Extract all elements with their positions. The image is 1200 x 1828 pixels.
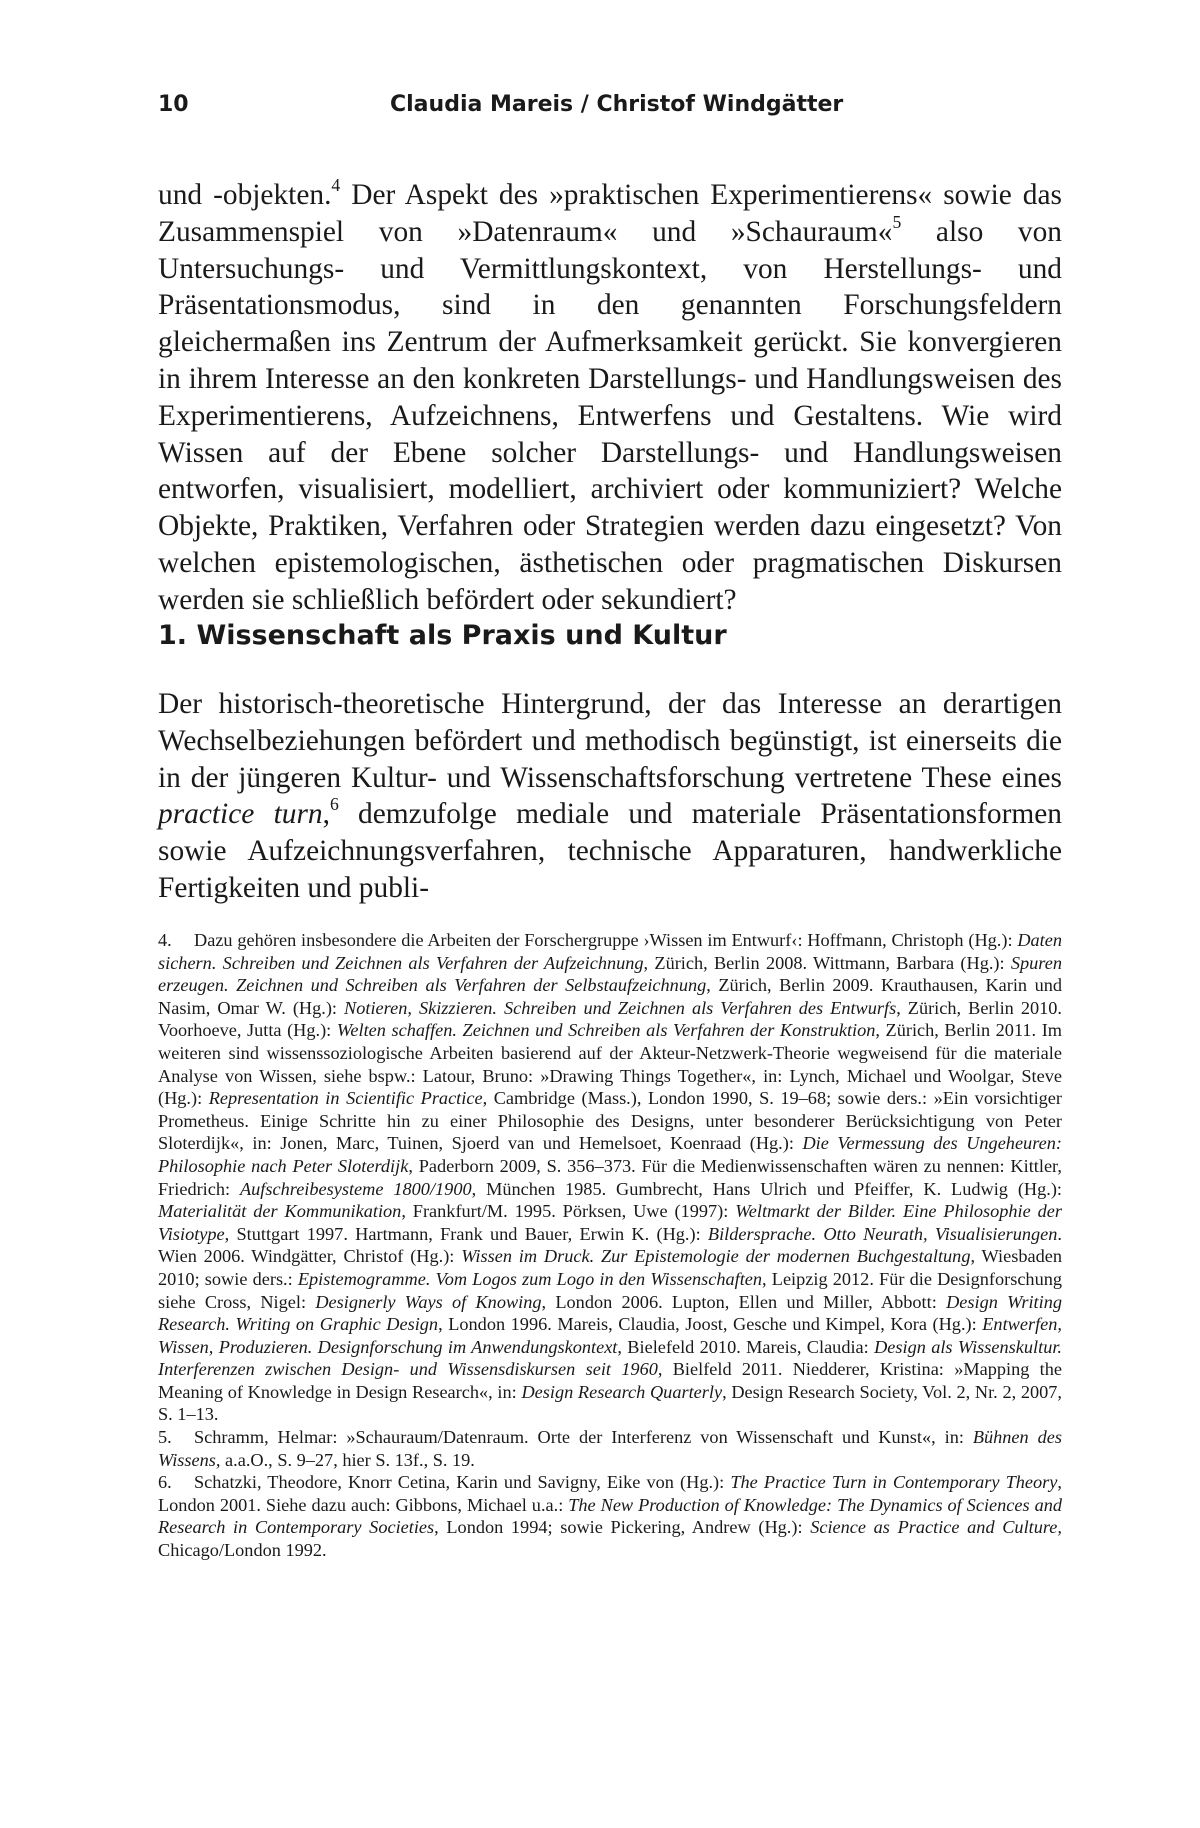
footnote-5 [158,1426,1062,1471]
footnote-title: Designerly Ways of Knowing [315,1291,542,1312]
body-text: Der Aspekt des »praktischen Experimentierens« sowie das Zusammenspiel von »Datenraum« und »Schauraum« [158,179,1062,248]
footnote-number: 5. [158,1427,172,1448]
footnote-title: Epistemogramme. Vom Logos zum Logo in den Wissenschaften [297,1268,763,1289]
footnote-title: Aufschreibesysteme 1800/1900 [240,1178,472,1199]
footnote-text: , Wiesbaden 2010; sowie ders.: [158,1246,1063,1289]
section-heading: 1. Wissenschaft als Praxis und Kultur [158,620,727,651]
footnote-text: , Cambridge (Mass.), London 1990, S. 19–68; sowie ders.: »Ein vorsichtiger Prometheus. Einige Schritte hin zu einer Philosophie des Designs, unter besonderer Berücksichtigung von Peter Sloterdijk«, in: Jonen, Marc, Tuinen, Sjoerd van und Hemelsoet, Koenraad (Hg.): [158,1088,1062,1154]
footnote-title: Spuren erzeugen. Zeichnen und Schreiben als Verfahren der Selbstaufzeichnung [158,952,1062,996]
footnote-text: , Zürich, Berlin 2008. Wittmann, Barbara (Hg.): [643,952,1011,973]
footnotes [158,929,1062,1562]
footnote-text: Dazu gehören insbesondere die Arbeiten der Forschergruppe ›Wissen im Entwurf‹: Hoffmann, Christoph (Hg.): [194,930,1018,950]
footnote-ref-5: 5 [892,211,902,232]
footnote-text: , Stuttgart 1997. Hartmann, Frank und Bauer, Erwin K. (Hg.): [224,1223,708,1244]
running-head: Claudia Mareis / Christof Windgätter [390,92,844,117]
footnote-title: Notieren, Skizzieren. Schreiben und Zeichnen als Verfahren des Entwurfs [344,997,897,1018]
footnote-title: Design Research Quarterly [521,1381,723,1402]
footnote-text: , Frankfurt/M. 1995. Pörksen, Uwe (1997): [401,1201,736,1222]
footnote-text: , London 1996. Mareis, Claudia, Joost, Gesche und Kimpel, Kora (Hg.): [438,1314,983,1335]
footnote-title: Materialität der Kommunikation [158,1201,402,1222]
footnote-title: Design Writing Research. Writing on Graphic Design [158,1291,1062,1335]
footnote-title: Entwerfen, Wissen, Produzieren. Designforschung im Anwendungskontext [158,1314,1062,1357]
footnote-text: , Bielfeld 2011. Niedderer, Kristina: »Mapping the Meaning of Knowledge in Design Research«, in: [158,1359,1062,1402]
body-text: demzufolge mediale und materiale Präsentationsformen sowie Aufzeichnungsverfahren, technische Apparaturen, handwerkliche Fertigkeiten und publi- [158,798,1063,904]
footnote-title: Representation in Scientific Practice [208,1088,483,1109]
footnote-number: 4. [158,930,172,950]
page-number: 10 [158,92,189,117]
footnote-title: Bildersprache. Otto Neurath, Visualisierungen [707,1223,1058,1244]
footnote-text: , Zürich, Berlin 2009. Krauthausen, Karin und Nasim, Omar W. (Hg.): [158,975,1062,1018]
body-text: , [322,798,330,831]
footnote-text: Schramm, Helmar: »Schauraum/Datenraum. Orte der Interferenz von Wissenschaft und Kunst«, in: [194,1427,973,1448]
footnote-title: Design als Wissenskultur. Interferenzen zwischen Design- und Wissensdiskursen seit 1960 [158,1336,1062,1380]
footnote-text: Schatzki, Theodore, Knorr Cetina, Karin und Savigny, Eike von (Hg.): [194,1472,731,1493]
footnote-ref-6: 6 [329,794,339,815]
footnote-title: Weltmarkt der Bilder. Eine Philosophie der Visiotype [158,1201,1063,1244]
body-text: also von Untersuchungs- und Vermittlungskontext, von Herstellungs- und Präsentationsmodus, sind in den genannten Forschungsfeldern gleichermaßen ins Zentrum der Aufmerksamkeit gerückt. Sie konvergieren in ihrem Interesse an den konkreten Darstellungs- und Handlungsweisen des Experimentierens, Aufzeichnens, Entwerfens und Gestaltens. Wie wird Wissen auf der Ebene solcher Darstellungs- und Handlungsweisen entworfen, visualisiert, modelliert, archiviert oder kommuniziert? Welche Objekte, Praktiken, Verfahren oder Strategien werden dazu eingesetzt? Von welchen epistemologischen, ästhetischen oder pragmatischen Diskursen werden sie schließlich befördert oder sekundiert? [158,215,1062,616]
footnote-text: , Design Research Society, Vol. 2, Nr. 2, 2007, S. 1–13. [158,1381,1062,1425]
footnote-title: Welten schaffen. Zeichnen und Schreiben als Verfahren der Konstruktion [336,1020,876,1041]
body-text: Der historisch-theoretische Hintergrund, der das Interesse an derartigen Wechselbeziehungen befördert und methodisch begünstigt, ist einerseits die in der jüngeren Kultur- und Wissenschaftsforschung vertretene These eines [158,688,1062,794]
footnote-text: , Zürich, Berlin 2011. Im weiteren sind wissenssoziologische Arbeiten basierend auf der Akteur-Netzwerk-Theorie wegweisend für die materiale Analyse von Wissen, siehe bspw.: Latour, Bruno: »Drawing Things Together«, in: Lynch, Michael und Woolgar, Steve (Hg.): [158,1020,1063,1109]
italic-term: practice turn [158,798,323,831]
footnote-number: 6. [158,1472,172,1493]
footnote-text: , München 1985. Gumbrecht, Hans Ulrich und Pfeiffer, K. Ludwig (Hg.): [471,1178,1062,1199]
body-paragraph-1 [158,174,1062,619]
footnote-text: , London 2001. Siehe dazu auch: Gibbons, Michael u.a.: [158,1472,1062,1515]
footnote-ref-4: 4 [331,174,341,195]
footnote-text: , Zürich, Berlin 2010. Voorhoeve, Jutta (Hg.): [158,997,1062,1041]
footnote-text: , Leipzig 2012. Für die Designforschung siehe Cross, Nigel: [158,1268,1062,1312]
footnote-title: Wissen im Druck. Zur Epistemologie der modernen Buchgestaltung [461,1246,971,1267]
footnote-text: , London 1994; sowie Pickering, Andrew (Hg.): [434,1517,811,1538]
footnote-4 [158,929,1062,1426]
footnote-text: Chicago/London 1992. [158,1540,327,1561]
footnote-text: , London 2006. Lupton, Ellen und Miller, Abbott: [541,1291,947,1312]
page-header [158,92,1062,122]
footnote-title: Daten sichern. Schreiben und Zeichnen als Verfahren der Aufzeichnung [158,930,1062,973]
footnote-text: , Bielefeld 2010. Mareis, Claudia: [617,1336,875,1357]
footnote-title: The New Production of Knowledge: The Dynamics of Sciences and Research in Contemporary Societies [158,1494,1062,1538]
footnote-title: The Practice Turn in Contemporary Theory [730,1472,1058,1493]
body-text: und -objekten. [158,179,332,211]
footnote-6 [158,1471,1062,1561]
footnote-text: , Paderborn 2009, S. 356–373. Für die Medienwissenschaften wären zu nennen: Kittler, Friedrich: [158,1155,1062,1199]
footnote-text: . Wien 2006. Windgätter, Christof (Hg.): [158,1223,1062,1267]
body-paragraph-2 [158,686,1062,907]
footnote-text: a.a.O., S. 9–27, hier S. 13f., S. 19. [220,1449,475,1470]
footnote-title: Science as Practice and Culture, [810,1517,1062,1538]
footnote-title: Die Vermessung des Ungeheuren: Philosophie nach Peter Sloterdijk [158,1133,1062,1176]
footnote-title: Bühnen des Wissens, [158,1427,1062,1470]
